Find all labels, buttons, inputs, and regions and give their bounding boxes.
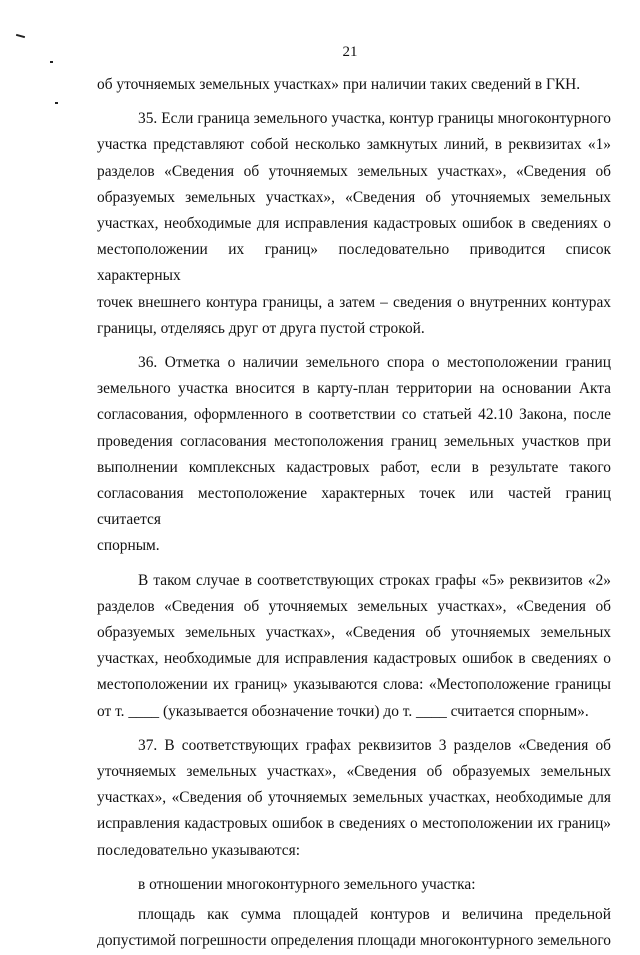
body-text: [97, 72, 611, 955]
page-number: 21: [342, 44, 358, 60]
text-line: участках, необходимые для исправления кадастровых ошибок в сведениях о: [97, 215, 611, 233]
text-line: в отношении многоконтурного земельного участка:: [138, 875, 476, 893]
text-line: площадь как сумма площадей контуров и величина предельной: [138, 906, 611, 924]
text-line: образуемых земельных участках», «Сведения об уточняемых земельных: [97, 188, 611, 206]
text-line: исправления кадастровых ошибок в сведениях о местоположении их границ»: [97, 815, 611, 833]
text-line: согласования местоположение характерных точек или частей границ считается: [97, 485, 611, 529]
text-line: согласования, оформленного в соответствии со статьей 42.10 Закона, после: [97, 406, 611, 424]
text-line: 36. Отметка о наличии земельного спора о местоположении границ: [138, 354, 611, 372]
text-line: В таком случае в соответствующих строках графы «5» реквизитов «2»: [138, 571, 611, 589]
text-line: точек внешнего контура границы, а затем – сведения о внутренних контурах: [97, 293, 611, 311]
paragraph-gap: [97, 560, 611, 568]
text-line: участках», «Сведения об уточняемых земельных участках, необходимые для: [97, 789, 611, 807]
text-line: от т. ____ (указывается обозначение точки) до т. ____ считается спорным».: [97, 702, 589, 720]
text-line: разделов «Сведения об уточняемых земельных участках», «Сведения об: [97, 162, 611, 180]
text-line: участка представляют собой несколько замкнутых линий, в реквизитах «1»: [97, 136, 611, 154]
text-line: выполнении комплексных кадастровых работ, если в результате такого: [97, 458, 611, 476]
text-line: уточняемых земельных участках», «Сведения об образуемых земельных: [97, 763, 611, 781]
text-line: спорным.: [97, 537, 160, 555]
text-line: последовательно указываются:: [97, 841, 300, 859]
text-line: участках, необходимые для исправления кадастровых ошибок в сведениях о: [97, 650, 611, 668]
text-line: образуемых земельных участках», «Сведения об уточняемых земельных: [97, 624, 611, 642]
text-line: 35. Если граница земельного участка, контур границы многоконтурного: [138, 110, 611, 128]
text-line: земельного участка вносится в карту-план территории на основании Акта: [97, 380, 611, 398]
paragraph-gap: [97, 864, 611, 872]
text-line: местоположении их границ» указываются слова: «Местоположение границы: [97, 676, 611, 694]
text-line: 37. В соответствующих графах реквизитов 3 разделов «Сведения об: [138, 736, 611, 754]
scan-mark: [16, 34, 25, 38]
paragraph-gap: [97, 342, 611, 350]
text-line: границы, отделяясь друг от друга пустой строкой.: [97, 319, 425, 337]
text-line: проведения согласования местоположения границ земельных участков при: [97, 432, 611, 450]
paragraph-gap: [97, 98, 611, 106]
scan-mark: [55, 102, 58, 104]
text-line: местоположении их границ» последовательно приводится список характерных: [97, 241, 611, 285]
text-line: об уточняемых земельных участках» при наличии таких сведений в ГКН.: [97, 76, 581, 93]
paragraph-gap: [97, 725, 611, 733]
scan-mark: [50, 61, 53, 63]
text-line: разделов «Сведения об уточняемых земельных участках», «Сведения об: [97, 597, 611, 615]
text-line: допустимой погрешности определения площади многоконтурного земельного: [97, 932, 611, 950]
